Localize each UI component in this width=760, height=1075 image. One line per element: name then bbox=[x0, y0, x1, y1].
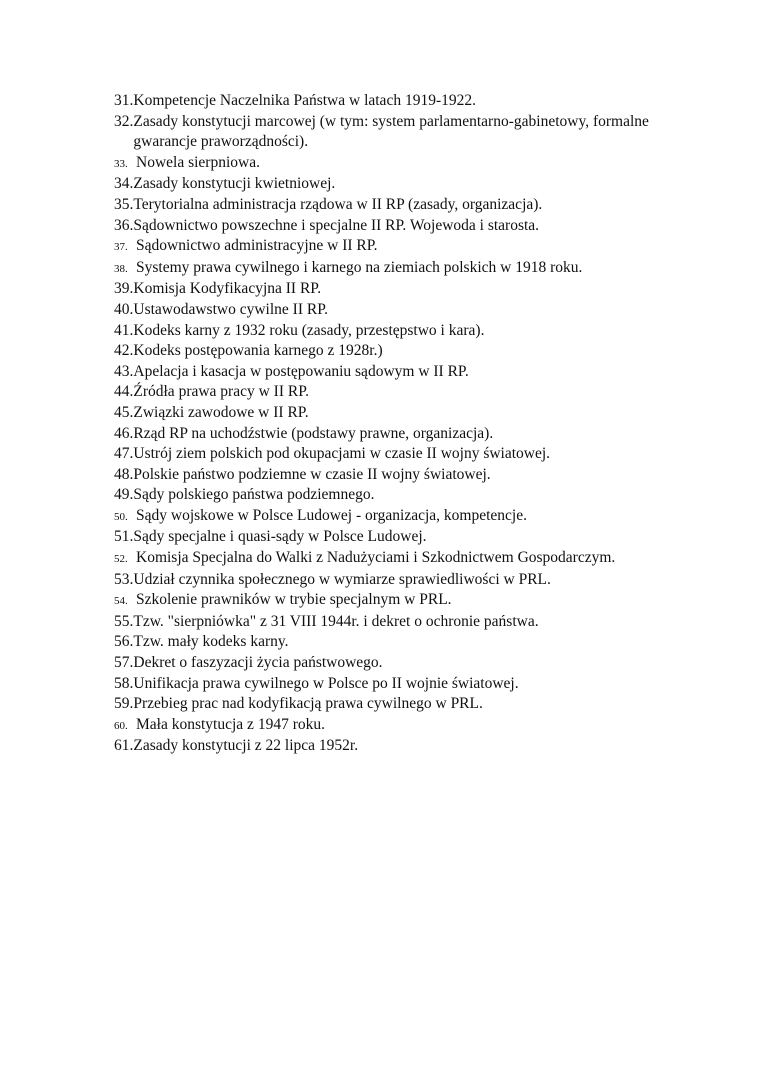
question-text: Kodeks karny z 1932 roku (zasady, przestępstwo i kara). bbox=[133, 321, 485, 339]
question-text: Przebieg prac nad kodyfikacją prawa cywilnego w PRL. bbox=[133, 695, 483, 713]
question-item bbox=[114, 341, 674, 362]
question-number: 31. bbox=[114, 92, 134, 109]
question-text: Mała konstytucja z 1947 roku. bbox=[136, 715, 325, 733]
question-number: 51. bbox=[114, 528, 134, 546]
question-number: 46. bbox=[114, 424, 134, 442]
question-number: 58. bbox=[114, 674, 134, 692]
question-text: Kodeks postępowania karnego z 1928r.) bbox=[133, 342, 383, 360]
question-number: 41. bbox=[114, 321, 134, 339]
question-number: 47. bbox=[114, 445, 134, 463]
question-number: 53. bbox=[114, 570, 134, 588]
question-item bbox=[114, 444, 674, 465]
question-number: 50. bbox=[114, 510, 128, 523]
question-number: 38. bbox=[114, 262, 128, 275]
question-number: 56. bbox=[114, 633, 134, 651]
question-item bbox=[114, 632, 674, 653]
question-item bbox=[114, 527, 674, 548]
question-number: 54. bbox=[114, 595, 128, 608]
question-text: Dekret o faszyzacji życia państwowego. bbox=[133, 654, 383, 672]
question-text: Rząd RP na uchodźstwie (podstawy prawne, organizacja). bbox=[133, 424, 494, 442]
question-number: 36. bbox=[114, 216, 134, 234]
question-item bbox=[114, 570, 674, 591]
question-number: 45. bbox=[114, 403, 134, 421]
question-text: Sądy polskiego państwa podziemnego. bbox=[133, 486, 375, 504]
question-item bbox=[114, 195, 674, 216]
question-item bbox=[114, 424, 674, 445]
question-item bbox=[114, 216, 674, 237]
question-text: Zasady konstytucji kwietniowej. bbox=[133, 175, 336, 193]
question-text: Szkolenie prawników w trybie specjalnym w PRL. bbox=[136, 591, 452, 609]
question-number: 33. bbox=[114, 157, 128, 170]
question-text: Sądownictwo powszechne i specjalne II RP. Wojewoda i starosta. bbox=[133, 216, 540, 234]
question-text: Komisja Kodyfikacyjna II RP. bbox=[133, 280, 322, 298]
question-text: Ustawodawstwo cywilne II RP. bbox=[133, 300, 328, 318]
question-item bbox=[114, 362, 674, 383]
question-text: Unifikacja prawa cywilnego w Polsce po II wojnie światowej. bbox=[133, 674, 519, 692]
question-text: Sądy specjalne i quasi-sądy w Polsce Ludowej. bbox=[133, 528, 427, 546]
question-number: 44. bbox=[114, 383, 134, 401]
question-text: Udział czynnika społecznego w wymiarze sprawiedliwości w PRL. bbox=[133, 570, 551, 588]
question-text: Tzw. "sierpniówka" z 31 VIII 1944r. i dekret o ochronie państwa. bbox=[133, 612, 539, 630]
question-list bbox=[114, 91, 674, 757]
question-number: 42. bbox=[114, 342, 134, 360]
question-text: Kompetencje Naczelnika Państwa w latach 1919-1922. bbox=[133, 92, 476, 109]
question-text: Apelacja i kasacja w postępowaniu sądowym w II RP. bbox=[133, 362, 469, 380]
question-text: Polskie państwo podziemne w czasie II wojny światowej. bbox=[133, 465, 491, 483]
question-item bbox=[114, 465, 674, 486]
question-text: Zasady konstytucji z 22 lipca 1952r. bbox=[133, 737, 359, 755]
question-item bbox=[114, 485, 674, 506]
question-item bbox=[114, 112, 674, 153]
question-item bbox=[114, 258, 674, 280]
question-text: Zasady konstytucji marcowej (w tym: system parlamentarno-gabinetowy, formalne gwarancje praworządności). bbox=[133, 112, 649, 151]
question-item bbox=[114, 506, 674, 528]
question-number: 48. bbox=[114, 465, 134, 483]
question-item bbox=[114, 174, 674, 195]
question-item bbox=[114, 736, 674, 757]
question-text: Źródła prawa pracy w II RP. bbox=[133, 383, 309, 401]
question-number: 57. bbox=[114, 654, 134, 672]
question-item bbox=[114, 590, 674, 612]
question-number: 35. bbox=[114, 195, 134, 213]
question-number: 37. bbox=[114, 241, 128, 254]
question-text: Nowela sierpniowa. bbox=[136, 153, 260, 171]
question-item bbox=[114, 674, 674, 695]
question-item bbox=[114, 300, 674, 321]
question-number: 49. bbox=[114, 486, 134, 504]
question-item bbox=[114, 279, 674, 300]
question-number: 43. bbox=[114, 362, 134, 380]
question-item bbox=[114, 382, 674, 403]
question-number: 52. bbox=[114, 553, 128, 566]
question-item bbox=[114, 653, 674, 674]
question-text: Sądownictwo administracyjne w II RP. bbox=[136, 237, 378, 255]
question-number: 32. bbox=[114, 112, 134, 130]
question-text: Systemy prawa cywilnego i karnego na ziemiach polskich w 1918 roku. bbox=[136, 258, 583, 276]
question-item bbox=[114, 548, 674, 570]
question-number: 60. bbox=[114, 719, 128, 732]
question-text: Komisja Specjalna do Walki z Nadużyciami i Szkodnictwem Gospodarczym. bbox=[136, 549, 616, 567]
question-text: Terytorialna administracja rządowa w II RP (zasady, organizacja). bbox=[133, 195, 543, 213]
question-item bbox=[114, 612, 674, 633]
question-number: 59. bbox=[114, 695, 134, 713]
question-number: 61. bbox=[114, 737, 134, 755]
question-text: Związki zawodowe w II RP. bbox=[133, 403, 309, 421]
question-item bbox=[114, 715, 674, 737]
question-number: 55. bbox=[114, 612, 134, 630]
question-number: 39. bbox=[114, 280, 134, 298]
question-number: 40. bbox=[114, 300, 134, 318]
question-item bbox=[114, 321, 674, 342]
question-text: Tzw. mały kodeks karny. bbox=[133, 633, 289, 651]
question-text: Sądy wojskowe w Polsce Ludowej - organizacja, kompetencje. bbox=[136, 506, 527, 524]
question-number: 34. bbox=[114, 175, 134, 193]
question-text: Ustrój ziem polskich pod okupacjami w czasie II wojny światowej. bbox=[133, 445, 551, 463]
question-item bbox=[114, 91, 674, 112]
question-item bbox=[114, 153, 674, 175]
question-item bbox=[114, 403, 674, 424]
question-item bbox=[114, 236, 674, 258]
question-item bbox=[114, 694, 674, 715]
